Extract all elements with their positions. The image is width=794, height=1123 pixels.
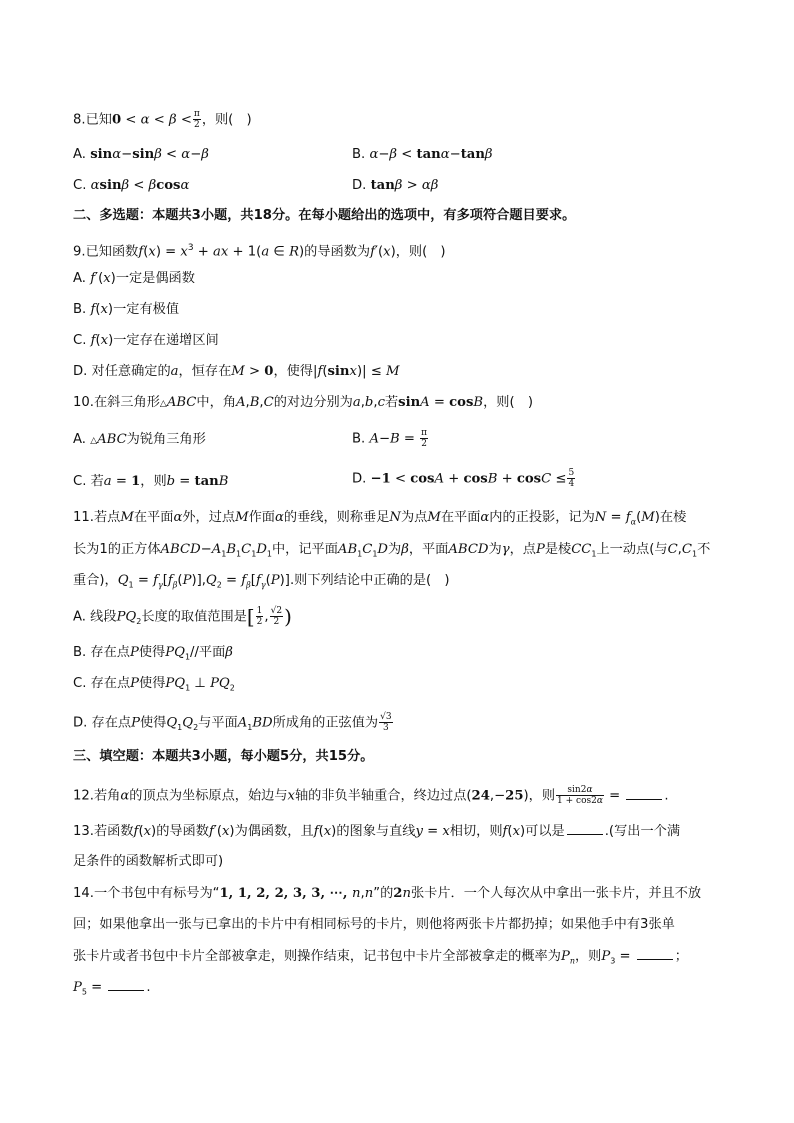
q9-option-a[interactable]: A. f′(x)一定是偶函数 xyxy=(73,271,195,286)
q9-option-d[interactable]: D. 对任意确定的a，恒存在M > 0，使得|f(sinx)| ≤ M xyxy=(73,364,400,379)
q13-stem-line1: 13.若函数f(x)的导函数f′(x)为偶函数，且f(x)的图象与直线y = x相切，则f(x)可以是 .(写出一个满 xyxy=(73,824,681,839)
q12-answer-blank[interactable] xyxy=(626,787,662,800)
q14-stem-line3: 张卡片或者书包中卡片全部被拿走，则操作结束，记书包中卡片全部被拿走的概率为$P_n$，则$P_3$ = ； xyxy=(73,949,688,966)
q8-stem: 8.已知0 < α < β < $\frac{\pi}{2}$ ，则( ) xyxy=(73,109,252,130)
q14-stem-line2: 回；如果他拿出一张与已拿出的卡片中有相同标号的卡片，则他将两张卡片都扔掉；如果他手中有3张单 xyxy=(73,917,675,932)
q10-option-d[interactable]: D. −1 < cosA + cosB + cosC ≤ $\frac{5}{4}$ xyxy=(352,468,575,489)
q9-option-b[interactable]: B. f(x)一定有极值 xyxy=(73,302,180,317)
section-fill-in-heading: 三、填空题：本题共3小题，每小题5分，共15分。 xyxy=(73,749,374,764)
q8-option-a[interactable]: A. sinα−sinβ < α−β xyxy=(73,147,209,162)
q10-option-b[interactable]: B. A−B = $\frac{\pi}{2}$ xyxy=(352,428,428,449)
q8-option-d[interactable]: D. tanβ > αβ xyxy=(352,178,439,193)
q8-option-b[interactable]: B. α−β < tanα−tanβ xyxy=(352,147,493,162)
q14-stem-line4: $P_5$ = . xyxy=(73,980,151,997)
q9-stem: 9.已知函数$f(x) = x^3$ + ax + 1(a ∈ R)的导函数为f′(x)，则( ) xyxy=(73,243,446,260)
q10-option-c[interactable]: C. 若a = 1，则b = tanB xyxy=(73,474,229,489)
q11-stem-line1: 11.若点M在平面α外，过点M作面α的垂线，则称垂足N为点M在平面α内的正投影，记为$N = f_\alpha(M)$在棱 xyxy=(73,510,687,527)
q11-stem-line2: 长为1的正方体$ABCD-A_1B_1C_1D_1$中，记平面$AB_1C_1D$为β，平面ABCD为γ，点P是棱$CC_1$上一动点(与$C,C_1$不 xyxy=(73,542,711,559)
q10-option-a[interactable]: A. △ABC为锐角三角形 xyxy=(73,432,206,447)
q11-option-b[interactable]: B. 存在点P使得$PQ_1//$平面β xyxy=(73,645,233,662)
q8-option-c[interactable]: C. αsinβ < βcosα xyxy=(73,178,190,193)
q11-option-c[interactable]: C. 存在点P使得$PQ_1$ ⊥ $PQ_2$ xyxy=(73,676,235,693)
q14-p5-blank[interactable] xyxy=(108,978,144,991)
q14-p3-blank[interactable] xyxy=(637,947,673,960)
section-multiple-choice-heading: 二、多选题：本题共3小题，共18分。在每小题给出的选项中，有多项符合题目要求。 xyxy=(73,208,576,223)
q12-stem: 12.若角α的顶点为坐标原点，始边与x轴的非负半轴重合，终边过点(24,−25)，则 $\frac{\sin 2\alpha}{1 + \cos 2\alpha}$ = . xyxy=(73,785,669,806)
q11-stem-line3: 重合)，$Q_1 = f_\gamma[f_\beta(P)],Q_2 = f_\beta[f_\gamma(P)]$.则下列结论中正确的是( ) xyxy=(73,573,450,590)
q9-option-c[interactable]: C. f(x)一定存在递增区间 xyxy=(73,333,219,348)
q14-stem-line1: 14.一个书包中有标号为“1, 1, 2, 2, 3, 3, ⋯, n,n”的2n张卡片．一个人每次从中拿出一张卡片，并且不放 xyxy=(73,886,702,901)
q11-option-d[interactable]: D. 存在点P使得$Q_1Q_2$与平面$A_1BD$所成角的正弦值为 $\frac{√3}{3}$ xyxy=(73,712,392,733)
q11-option-a[interactable]: A. 线段$PQ_2$长度的取值范围是[ $\frac{1}{2}$ , $\frac{√2}{2}$ ) xyxy=(73,604,292,629)
q10-stem: 10.在斜三角形△ABC中，角A,B,C的对边分别为a,b,c若sinA = cosB，则( ) xyxy=(73,395,533,410)
q13-stem-line2: 足条件的函数解析式即可) xyxy=(73,854,224,869)
q13-answer-blank[interactable] xyxy=(567,822,603,835)
